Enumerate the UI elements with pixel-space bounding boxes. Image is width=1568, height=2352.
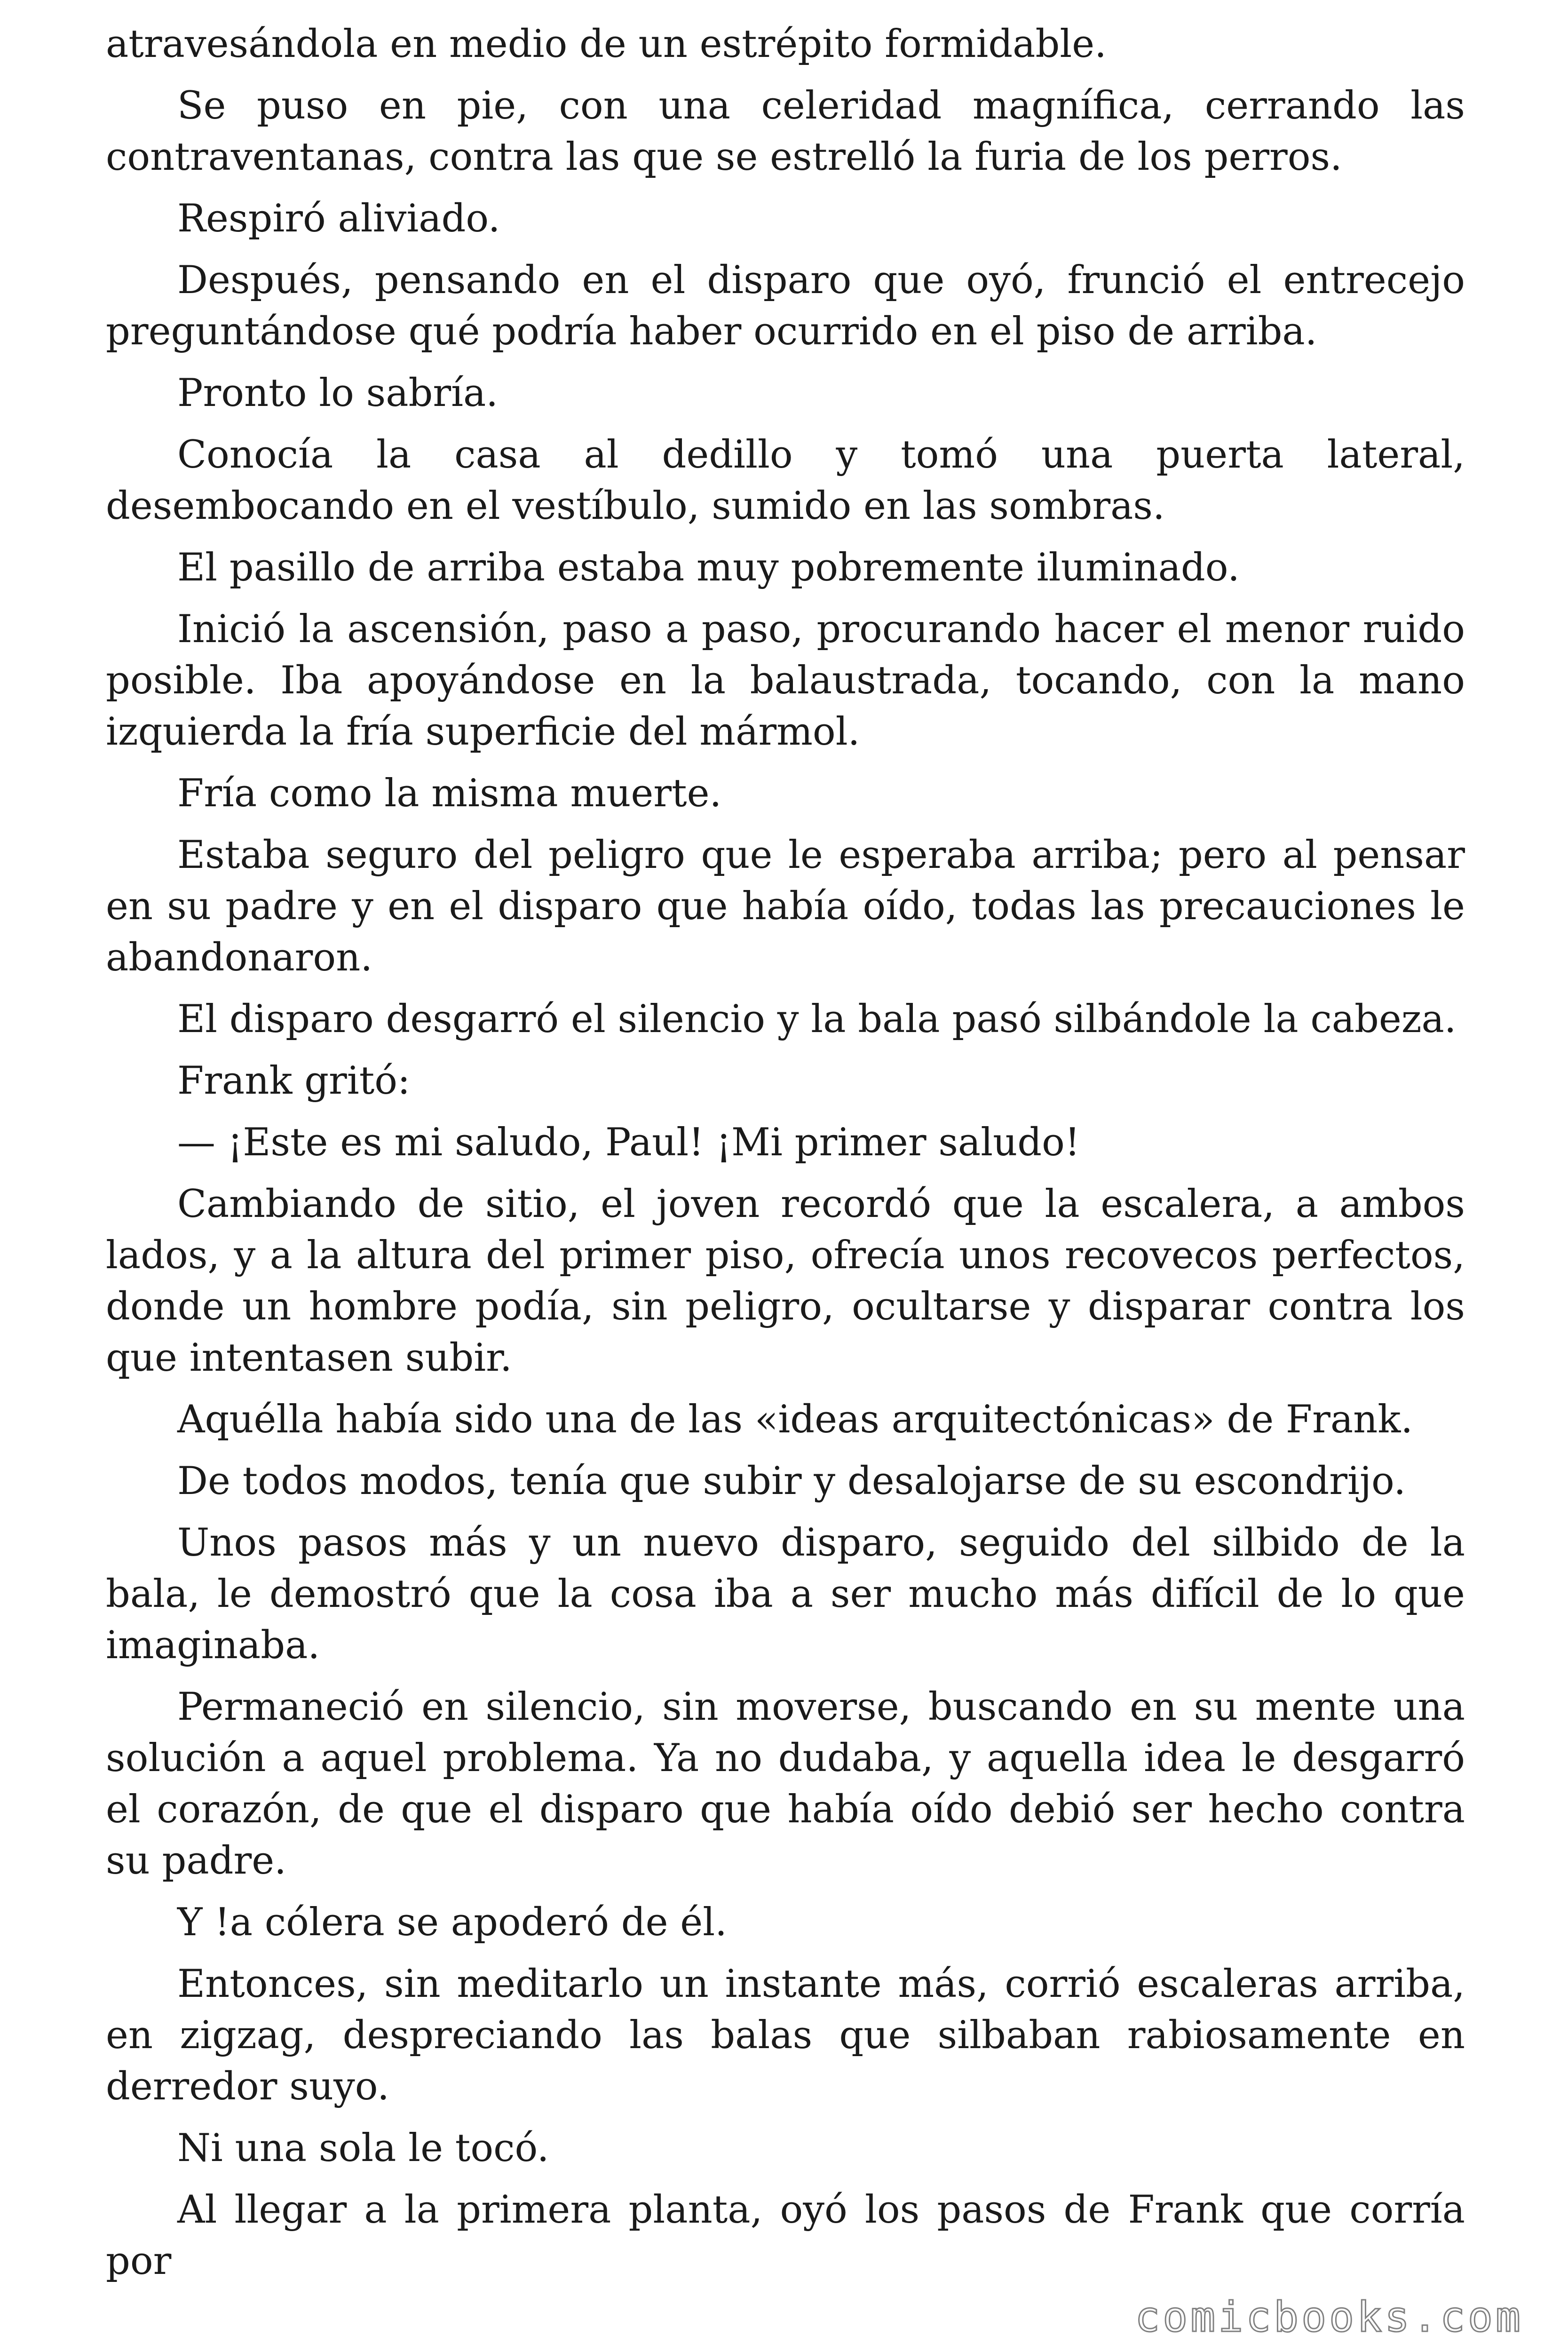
paragraph: atravesándola en medio de un estrépito formidable. [106,22,1107,66]
paragraph: Se puso en pie, con una celeridad magnífica, cerrando las contraventanas, contra las que se estrelló la furia de los perros. [106,84,1465,179]
paragraph: Entonces, sin meditarlo un instante más, corrió escaleras arriba, en zigzag, despreciando las balas que silbaban rabiosamente en derredor suyo. [106,1962,1465,2109]
paragraph: El disparo desgarró el silencio y la bala pasó silbándole la cabeza. [177,997,1457,1041]
paragraph: Y !a cólera se apoderó de él. [177,1900,727,1945]
paragraph: Conocía la casa al dedillo y tomó una puerta lateral, desembocando en el vestíbulo, sumido en las sombras. [106,433,1465,528]
paragraph: — ¡Este es mi saludo, Paul! ¡Mi primer saludo! [177,1120,1080,1165]
paragraph: Estaba seguro del peligro que le esperaba arriba; pero al pensar en su padre y en el disparo que había oído, todas las precauciones le abandonaron. [106,833,1465,980]
paragraph: Permaneció en silencio, sin moverse, buscando en su mente una solución a aquel problema. Ya no dudaba, y aquella idea le desgarró el corazón, de que el disparo que había oído debió ser hecho contra su padre. [106,1685,1465,1883]
paragraph: Al llegar a la primera planta, oyó los pasos de Frank que corría por [106,2188,1465,2283]
paragraph: Respiró aliviado. [177,197,500,241]
paragraph: Cambiando de sitio, el joven recordó que la escalera, a ambos lados, y a la altura del primer piso, ofrecía unos recovecos perfectos, donde un hombre podía, sin peligro, ocultarse y disparar contra los que intentasen subir. [106,1182,1465,1380]
paragraph: El pasillo de arriba estaba muy pobremente iluminado. [177,546,1240,590]
paragraph: Después, pensando en el disparo que oyó, frunció el entrecejo preguntándose qué podría haber ocurrido en el piso de arriba. [106,258,1465,354]
paragraph: Ni una sola le tocó. [177,2126,549,2170]
watermark: comicbooks.com [1135,2293,1523,2341]
paragraph: Aquélla había sido una de las «ideas arquitectónicas» de Frank. [177,1398,1413,1442]
paragraph: Unos pasos más y un nuevo disparo, seguido del silbido de la bala, le demostró que la cosa iba a ser mucho más difícil de lo que imaginaba. [106,1521,1465,1668]
page-text [106,19,1465,2297]
paragraph: Fría como la misma muerte. [177,771,722,816]
paragraph: Pronto lo sabría. [177,371,499,415]
paragraph: Inició la ascensión, paso a paso, procurando hacer el menor ruido posible. Iba apoyándose en la balaustrada, tocando, con la mano izquierda la fría superficie del mármol. [106,607,1465,754]
paragraph: Frank gritó: [177,1059,411,1103]
paragraph: De todos modos, tenía que subir y desalojarse de su escondrijo. [177,1459,1406,1503]
